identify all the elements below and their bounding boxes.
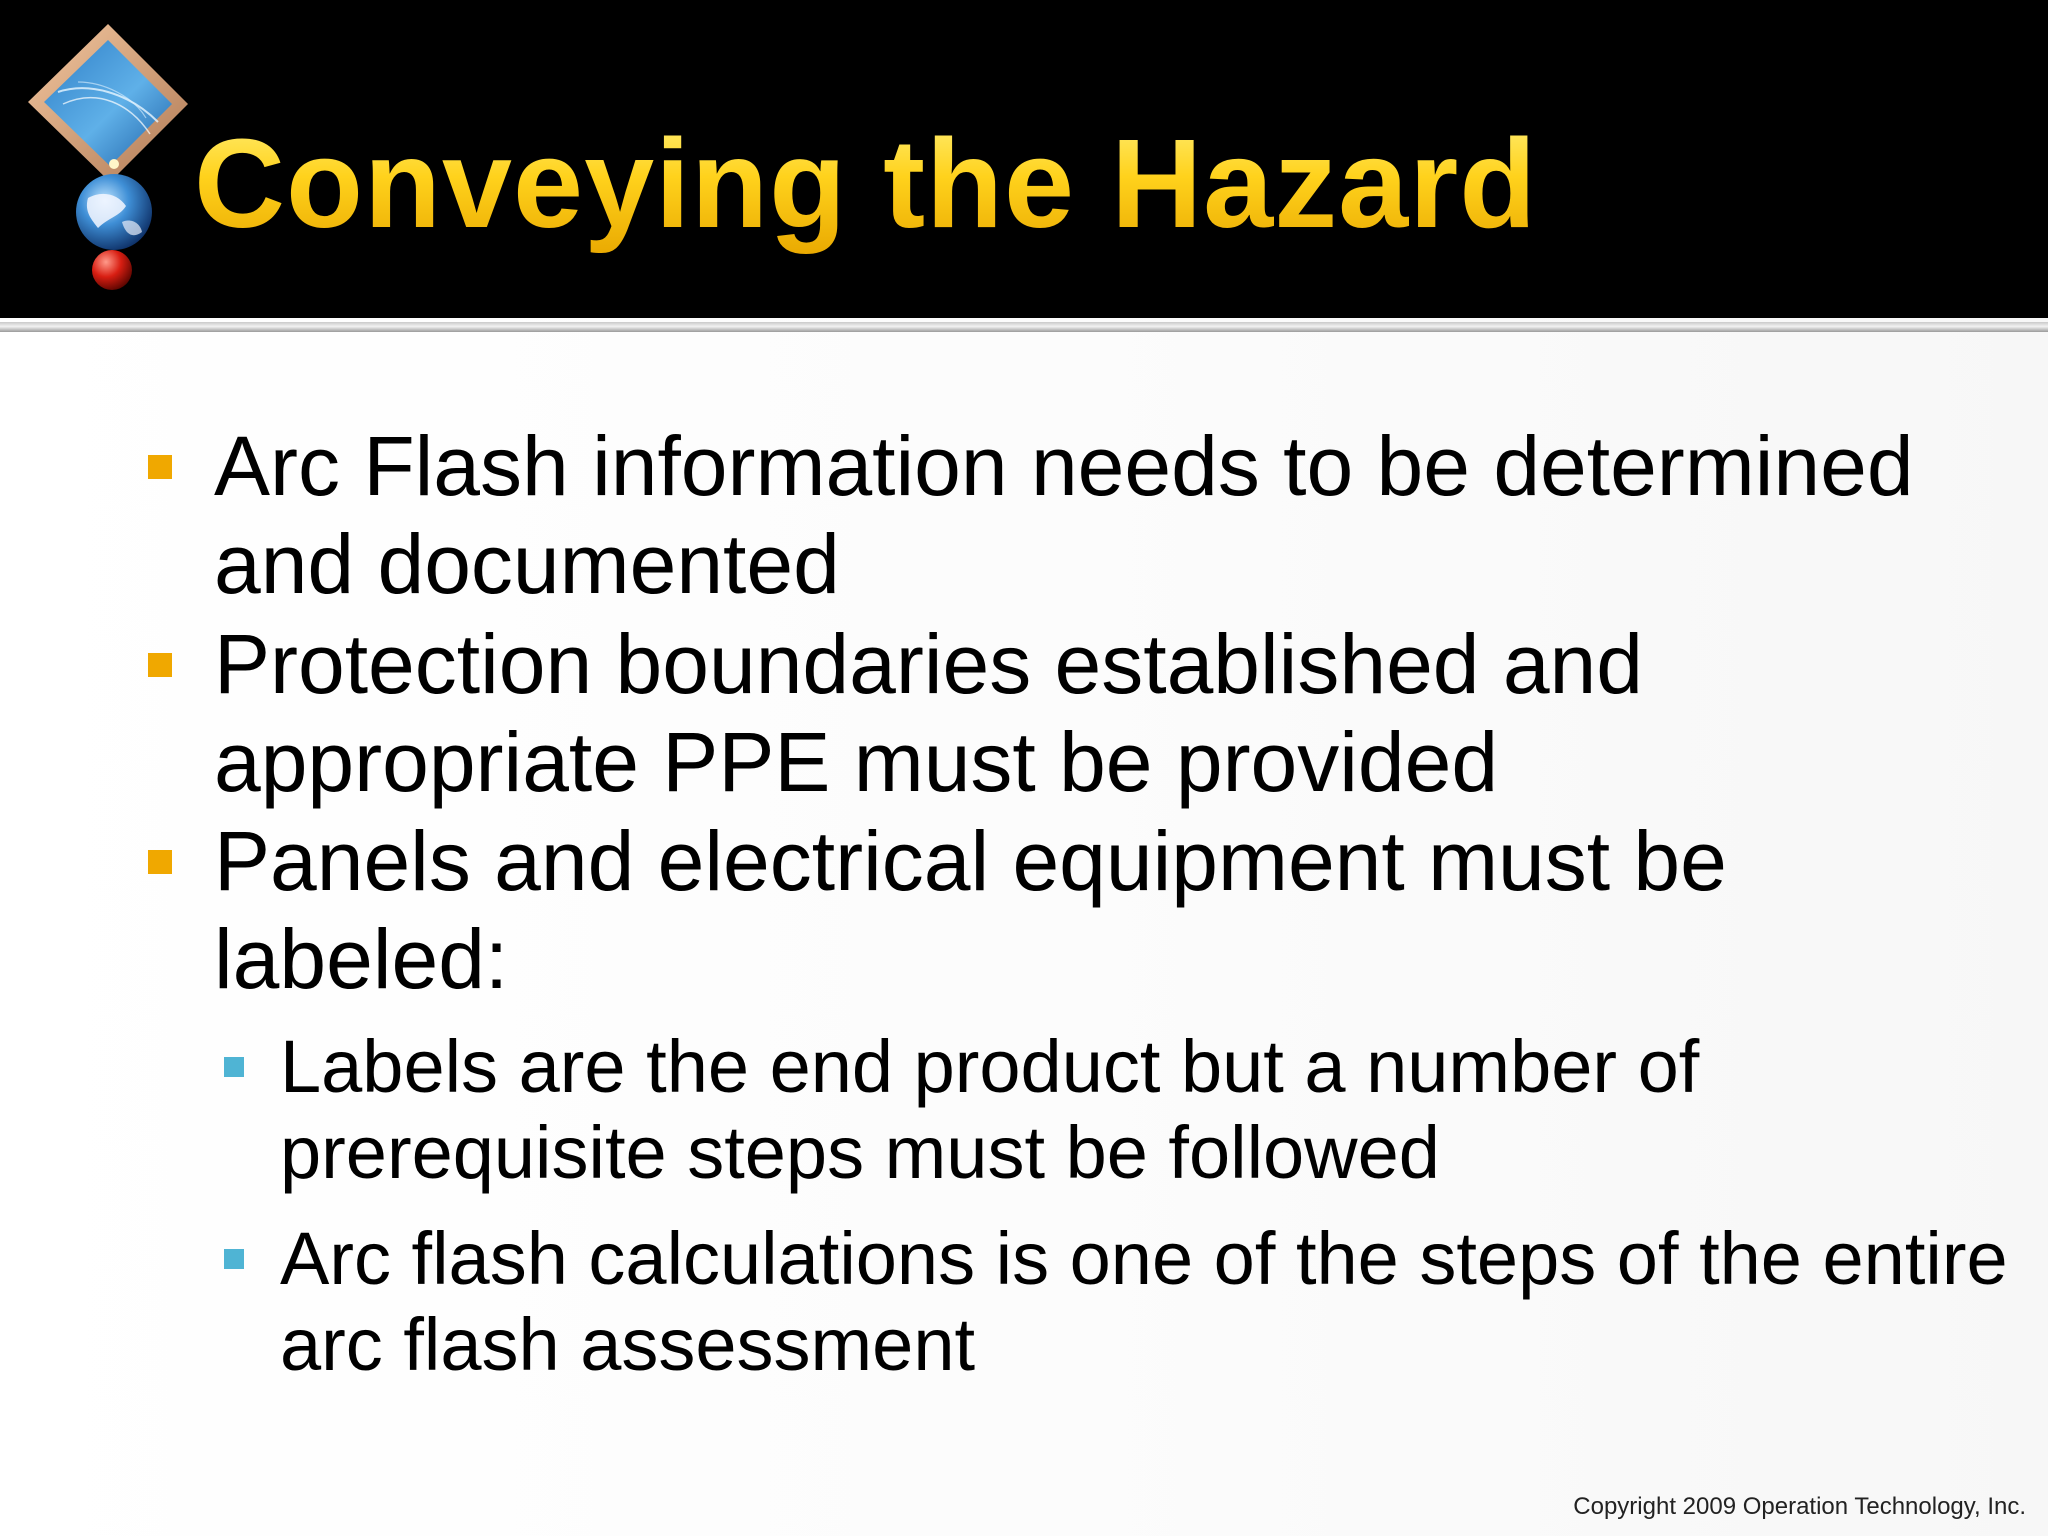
- bullet-item: Protection boundaries established and appropriate PPE must be provided: [214, 617, 1643, 809]
- sub-bullet-item: Labels are the end product but a number of prerequisite steps must be followed: [280, 1025, 1700, 1194]
- slide-title: Conveying the Hazard: [194, 110, 1537, 258]
- sub-bullet-item: Arc flash calculations is one of the steps of the entire arc flash assessment: [280, 1217, 2008, 1386]
- bullet-marker-icon: [148, 653, 172, 677]
- sub-bullet-marker-icon: [224, 1249, 244, 1269]
- copyright-footer: Copyright 2009 Operation Technology, Inc.: [1573, 1493, 2026, 1520]
- sub-bullet-marker-icon: [224, 1057, 244, 1077]
- bullet-marker-icon: [148, 455, 172, 479]
- bullet-item: Arc Flash information needs to be determined and documented: [214, 419, 1914, 611]
- bullet-item: Panels and electrical equipment must be labeled:: [214, 814, 1727, 1006]
- bullet-marker-icon: [148, 850, 172, 874]
